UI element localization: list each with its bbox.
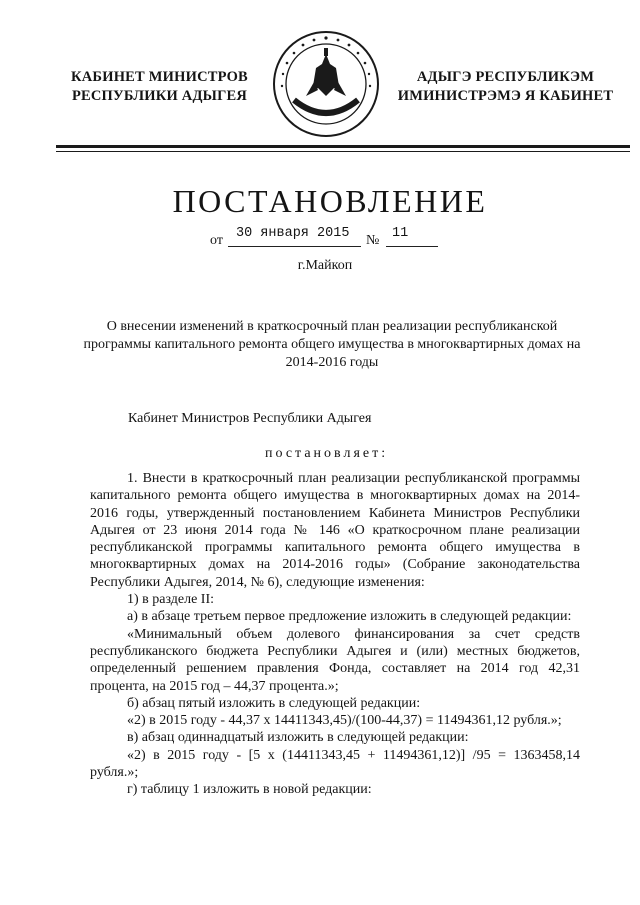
document-subject: О внесении изменений в краткосрочный план реализации республиканской программы капитального ремонта общего имущества в многоквартирных домах на 2014-2016 годы (83, 319, 581, 370)
date-underline (228, 246, 361, 247)
header-divider-thick (56, 145, 630, 148)
paragraph-9: г) таблицу 1 изложить в новой редакции: (127, 782, 372, 798)
paragraph-2: 1) в разделе II: (127, 592, 215, 608)
header-right-line2: ИМИНИСТРЭМЭ Я КАБИНЕТ (397, 88, 614, 104)
date-number-line (200, 226, 460, 250)
document-title: ПОСТАНОВЛЕНИЕ (172, 183, 488, 219)
document-body (90, 470, 580, 799)
paragraph-1: 1. Внести в краткосрочный план реализации республиканской программы капитального ремонта общего имущества в многоквартирных домах на 2014-2016 годы, утвержденный постановлением Кабинета Министров Республики Адыгея от 23 июня 2014 года № 146 «О краткосрочном плане реализации республиканской программы капитального ремонта общего имущества в многоквартирных домах на 2014-2016 годы» (Собрание законодательства Республики Адыгея, 2014, № 6), следующие изменения: (90, 471, 580, 590)
coat-of-arms-icon (272, 30, 380, 138)
issuing-body: Кабинет Министров Республики Адыгея (128, 411, 372, 426)
paragraph-8: «2) в 2015 году - [5 х (14411343,45 + 11494361,12)] /95 = 1363458,14 рубля.»; (90, 747, 580, 781)
paragraph-3: а) в абзаце третьем первое предложение изложить в следующей редакции: (127, 609, 572, 625)
paragraph-6: «2) в 2015 году - 44,37 х 14411343,45)/(100-44,37) = 11494361,12 рубля.»; (127, 713, 562, 729)
header-left-line2: РЕСПУБЛИКИ АДЫГЕЯ (71, 88, 248, 104)
city: г.Майкоп (297, 258, 353, 273)
number-prefix: № (366, 233, 380, 248)
paragraph-7: в) абзац одиннадцатый изложить в следующей редакции: (127, 730, 469, 746)
date-prefix: от (210, 233, 223, 248)
header-divider-thin (56, 151, 630, 152)
decree-word: постановляет: (265, 446, 389, 461)
number-value: 11 (392, 226, 409, 241)
number-underline (386, 246, 438, 247)
header-left-line1: КАБИНЕТ МИНИСТРОВ (71, 69, 248, 85)
header-right-line1: АДЫГЭ РЕСПУБЛИКЭМ (416, 69, 595, 85)
issuer-header-russian (62, 68, 257, 106)
paragraph-5: б) абзац пятый изложить в следующей редакции: (127, 695, 421, 711)
date-value: 30 января 2015 (236, 226, 350, 241)
issuer-header-adyghe (388, 68, 623, 106)
paragraph-4: «Минимальный объем долевого финансирования за счет средств республиканского бюджета Республики Адыгея и (или) местных бюджетов, определенный решением правления Фонда, составляет на 2014 год 42,31 процента, на 2015 год – 44,37 процента.»; (90, 626, 580, 694)
